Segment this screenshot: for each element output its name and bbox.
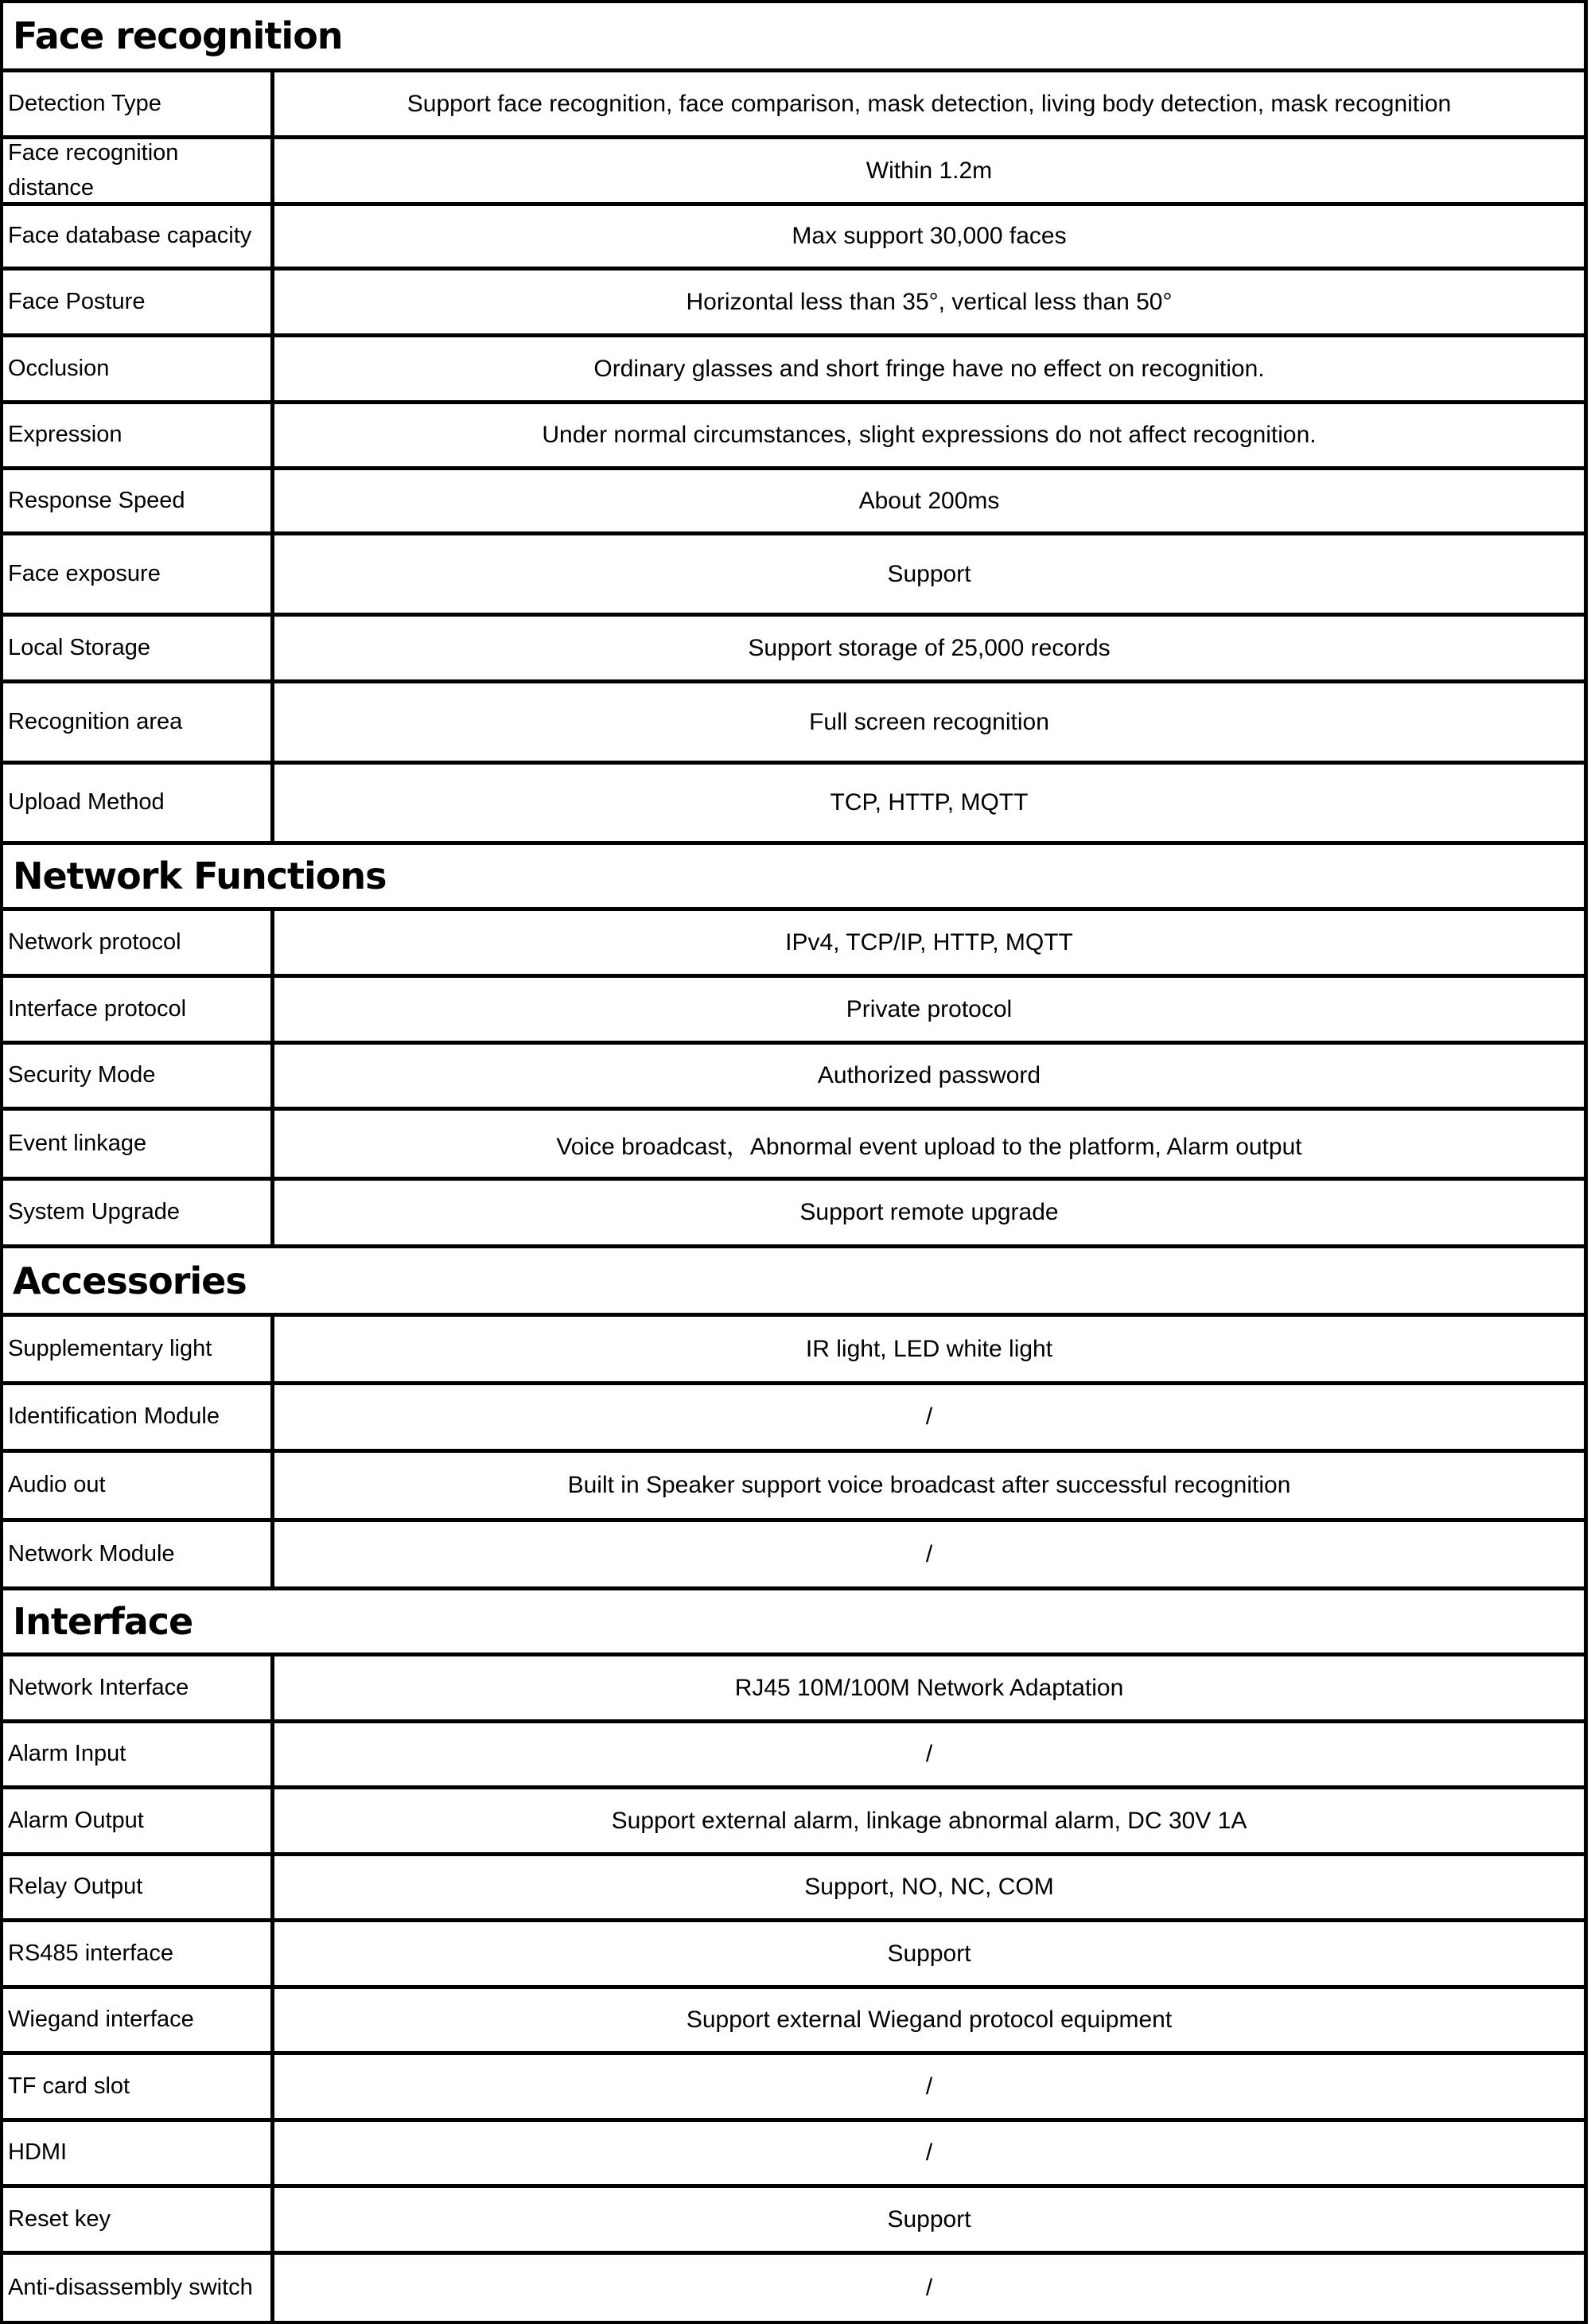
spec-row [3,765,1584,845]
spec-label: Anti-disassembly switch [3,2255,274,2321]
spec-value: Private protocol [846,995,1013,1022]
spec-row [3,1522,1584,1590]
spec-label: RS485 interface [3,1922,274,1985]
spec-value: / [925,1403,933,1430]
spec-value: Full screen recognition [809,708,1049,735]
spec-value: Support face recognition, face comparison, mask detection, living body detection, mask recognition [407,90,1452,117]
spec-value: Support [887,2205,971,2233]
spec-value: Support remote upgrade [799,1199,1059,1225]
spec-row [3,470,1584,535]
spec-label: Face recognition distance [3,139,274,202]
spec-label: HDMI [3,2122,274,2184]
spec-row [3,617,1584,683]
spec-row [3,1989,1584,2055]
spec-row [3,72,1584,139]
spec-row [3,1453,1584,1522]
spec-value: Support [887,560,971,587]
spec-label: Expression [3,404,274,466]
spec-label: Response Speed [3,470,274,531]
spec-row [3,1317,1584,1385]
section-header-face-recognition: Face recognition [3,3,1584,72]
spec-value: / [925,2139,933,2166]
spec-row [3,206,1584,271]
spec-label: Relay Output [3,1856,274,1918]
spec-value: Support storage of 25,000 records [748,634,1111,661]
spec-label: Security Mode [3,1045,274,1107]
spec-row [3,1723,1584,1789]
spec-row [3,683,1584,765]
section-header-accessories: Accessories [3,1248,1584,1317]
spec-row [3,2255,1584,2321]
spec-label: Network Interface [3,1656,274,1719]
spec-row [3,1045,1584,1111]
spec-label: System Upgrade [3,1181,274,1244]
spec-value: IR light, LED white light [805,1335,1053,1362]
spec-value: Support, NO, NC, COM [804,1874,1054,1900]
spec-row [3,1856,1584,1922]
spec-label: Recognition area [3,683,274,761]
spec-row [3,535,1584,617]
spec-value: / [925,1540,933,1567]
spec-label: Reset key [3,2188,274,2251]
spec-label: Interface protocol [3,978,274,1041]
spec-row [3,1111,1584,1181]
spec-label: Occlusion [3,337,274,400]
spec-label: Face database capacity [3,206,274,267]
spec-value: Support external Wiegand protocol equipment [686,2007,1173,2033]
spec-row [3,271,1584,337]
spec-value: IPv4, TCP/IP, HTTP, MQTT [785,928,1073,956]
spec-row [3,1385,1584,1453]
spec-label: Event linkage [3,1111,274,1177]
spec-value: Horizontal less than 35°, vertical less than 50° [686,288,1173,315]
spec-label: Alarm Output [3,1789,274,1852]
spec-row [3,337,1584,404]
spec-label: TF card slot [3,2055,274,2118]
spec-row [3,404,1584,470]
spec-value: TCP, HTTP, MQTT [830,789,1029,816]
section-header-interface: Interface [3,1590,1584,1656]
spec-label: Alarm Input [3,1723,274,1785]
spec-label: Local Storage [3,617,274,679]
spec-value: Under normal circumstances, slight expressions do not affect recognition. [542,422,1317,448]
spec-label: Network protocol [3,911,274,974]
spec-value: / [925,2274,933,2301]
spec-row [3,1656,1584,1723]
spec-label: Wiegand interface [3,1989,274,2051]
spec-value: Support external alarm, linkage abnormal alarm, DC 30V 1A [611,1807,1247,1834]
spec-value: About 200ms [858,487,1000,514]
spec-label: Face exposure [3,535,274,613]
spec-value: Built in Speaker support voice broadcast after successful recognition [567,1472,1291,1498]
spec-label: Audio out [3,1453,274,1518]
section-header-network-functions: Network Functions [3,845,1584,911]
spec-value: Max support 30,000 faces [792,223,1067,249]
spec-label: Supplementary light [3,1317,274,1381]
spec-value: Authorized password [817,1062,1041,1088]
spec-row [3,911,1584,978]
spec-row [3,1789,1584,1856]
spec-label: Network Module [3,1522,274,1586]
spec-label: Identification Module [3,1385,274,1449]
spec-row [3,139,1584,206]
spec-row [3,1922,1584,1989]
spec-value: RJ45 10M/100M Network Adaptation [734,1674,1124,1701]
spec-label: Upload Method [3,765,274,841]
spec-value: / [925,1741,933,1767]
spec-row [3,2122,1584,2188]
spec-row [3,2188,1584,2255]
spec-row [3,2055,1584,2122]
spec-row [3,978,1584,1045]
spec-value: / [925,2073,933,2100]
spec-value: Voice broadcast，Abnormal event upload to the platform, Alarm output [556,1133,1302,1160]
spec-value: Ordinary glasses and short fringe have no effect on recognition. [593,355,1265,382]
spec-value: Within 1.2m [866,157,993,184]
spec-label: Face Posture [3,271,274,333]
spec-value: Support [887,1940,971,1967]
spec-row [3,1181,1584,1248]
spec-label: Detection Type [3,72,274,135]
